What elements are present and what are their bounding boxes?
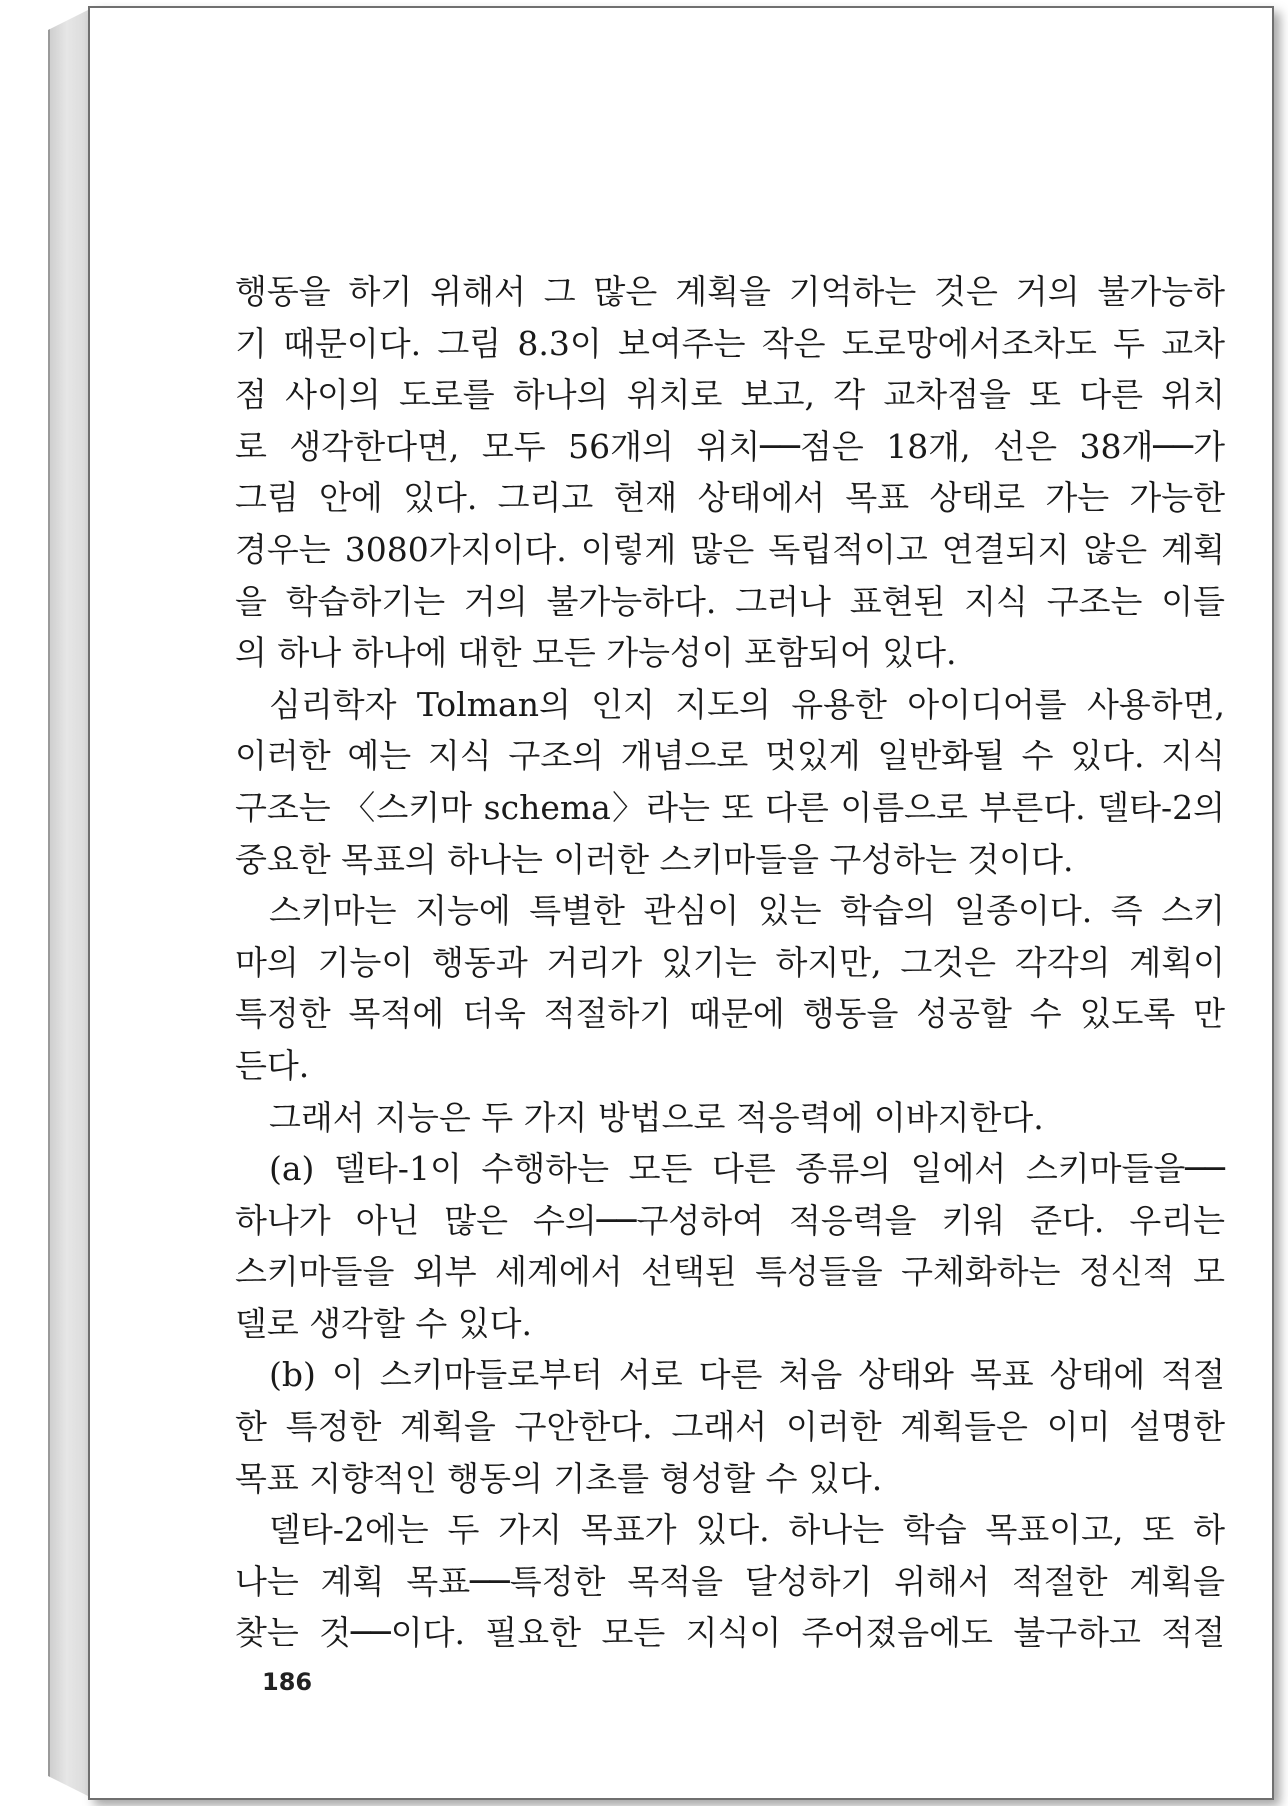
body-text <box>235 266 1225 1659</box>
text-line: 경우는 3080가지이다. 이렇게 많은 독립적이고 연결되지 않은 계획 <box>235 529 1225 569</box>
text-line: 델로 생각할 수 있다. <box>235 1303 532 1343</box>
text-line: 스키마는 지능에 특별한 관심이 있는 학습의 일종이다. 즉 스키 <box>269 891 1225 931</box>
text-line: 행동을 하기 위해서 그 많은 계획을 기억하는 것은 거의 불가능하 <box>235 272 1225 311</box>
text-line: (a) 델타-1이 수행하는 모든 다른 종류의 일에서 스키마들을── <box>269 1149 1225 1189</box>
text-line: 든다. <box>235 1045 310 1085</box>
page-number: 186 <box>262 1668 313 1696</box>
text-line: 델타-2에는 두 가지 목표가 있다. 하나는 학습 목표이고, 또 하 <box>269 1510 1225 1550</box>
text-line: 을 학습하기는 거의 불가능하다. 그러나 표현된 지식 구조는 이들 <box>235 581 1225 621</box>
text-line: 마의 기능이 행동과 거리가 있기는 하지만, 그것은 각각의 계획이 <box>235 942 1225 982</box>
text-line: 의 하나 하나에 대한 모든 가능성이 포함되어 있다. <box>235 633 957 673</box>
text-line: 한 특정한 계획을 구안한다. 그래서 이러한 계획들은 이미 설명한 <box>235 1407 1225 1447</box>
text-line: (b) 이 스키마들로부터 서로 다른 처음 상태와 목표 상태에 적절 <box>269 1355 1225 1395</box>
text-line: 스키마들을 외부 세계에서 선택된 특성들을 구체화하는 정신적 모 <box>235 1252 1225 1292</box>
text-line: 구조는 〈스키마 schema〉라는 또 다른 이름으로 부른다. 델타-2의 <box>235 787 1225 827</box>
text-line: 이러한 예는 지식 구조의 개념으로 멋있게 일반화될 수 있다. 지식 <box>235 736 1225 776</box>
text-line: 나는 계획 목표──특정한 목적을 달성하기 위해서 적절한 계획을 <box>235 1561 1225 1601</box>
text-line: 하나가 아닌 많은 수의──구성하여 적응력을 키워 준다. 우리는 <box>235 1200 1225 1240</box>
text-line: 찾는 것──이다. 필요한 모든 지식이 주어졌음에도 불구하고 적절 <box>235 1613 1225 1653</box>
book-page <box>88 6 1274 1800</box>
text-line: 그림 안에 있다. 그리고 현재 상태에서 목표 상태로 가는 가능한 <box>235 478 1225 518</box>
text-line: 특정한 목적에 더욱 적절하기 때문에 행동을 성공할 수 있도록 만 <box>235 994 1225 1034</box>
text-line: 기 때문이다. 그림 8.3이 보여주는 작은 도로망에서조차도 두 교차 <box>235 323 1225 363</box>
text-line: 로 생각한다면, 모두 56개의 위치──점은 18개, 선은 38개──가 <box>235 426 1225 466</box>
text-line: 그래서 지능은 두 가지 방법으로 적응력에 이바지한다. <box>269 1097 1044 1137</box>
text-line: 심리학자 Tolman의 인지 지도의 유용한 아이디어를 사용하면, <box>269 684 1225 724</box>
book-spine <box>48 8 92 1798</box>
text-line: 중요한 목표의 하나는 이러한 스키마들을 구성하는 것이다. <box>235 839 1074 879</box>
text-line: 점 사이의 도로를 하나의 위치로 보고, 각 교차점을 또 다른 위치 <box>235 375 1225 415</box>
text-line: 목표 지향적인 행동의 기초를 형성할 수 있다. <box>235 1458 883 1498</box>
